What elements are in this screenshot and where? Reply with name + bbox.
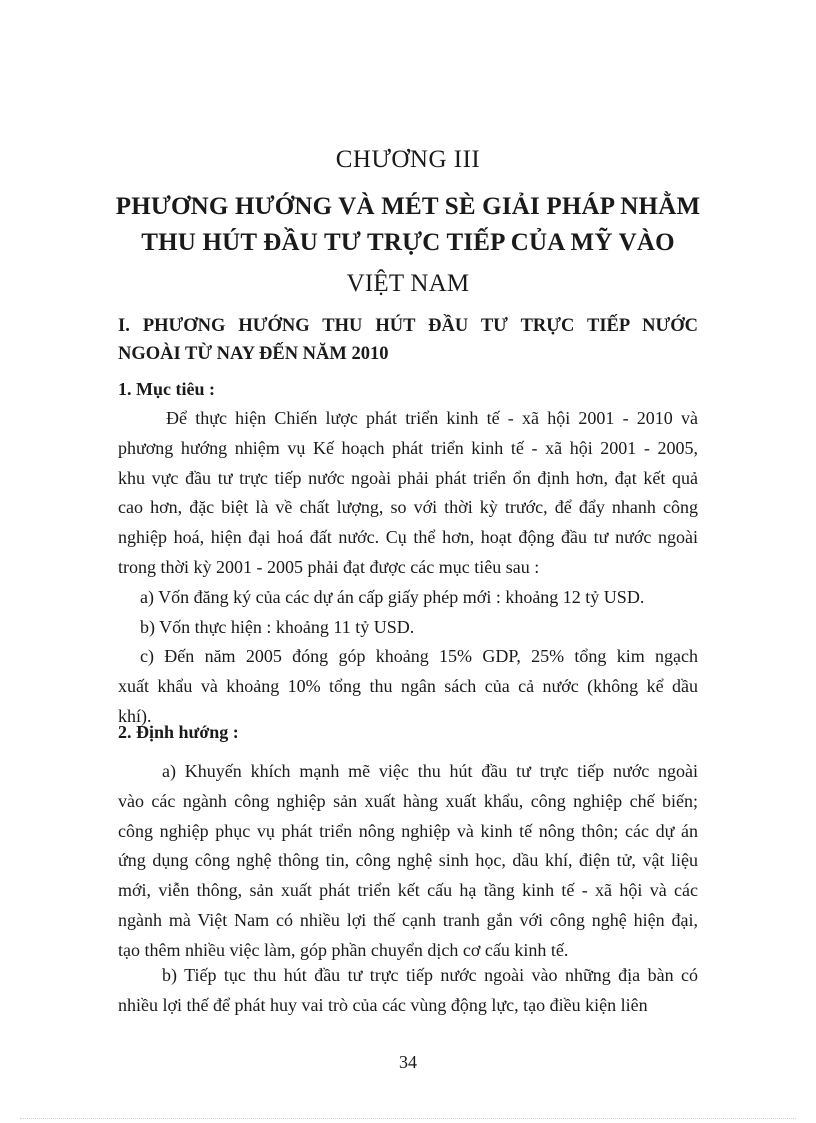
paragraph-line: mới, viễn thông, sản xuất phát triển kết cấu hạ tầng kinh tế - xã hội và các (118, 880, 698, 901)
paragraph-line: Để thực hiện Chiến lược phát triển kinh tế - xã hội 2001 - 2010 và (166, 408, 698, 428)
subsection-heading-goals: 1. Mục tiêu : (118, 379, 215, 399)
orientation-paragraph-a (118, 757, 698, 966)
orientation-paragraph-b (118, 961, 698, 1021)
paragraph-line: tạo thêm nhiều việc làm, góp phần chuyển dịch cơ cấu kinh tế. (118, 939, 569, 960)
chapter-title-line-2: THU HÚT ĐẦU TƯ TRỰC TIẾP CỦA MỸ VÀO (141, 229, 675, 256)
paragraph-line: trong thời kỳ 2001 - 2005 phải đạt được các mục tiêu sau : (118, 556, 540, 577)
paragraph-line: b) Tiếp tục thu hút đầu tư trực tiếp nước ngoài vào những địa bàn có (162, 965, 698, 985)
goal-item-a: a) Vốn đăng ký của các dự án cấp giấy phép mới : khoảng 12 tỷ USD. (140, 586, 645, 607)
subsection-heading-orientation: 2. Định hướng : (118, 722, 239, 742)
goal-item-c-line: khí). (118, 705, 152, 726)
paragraph-line: ứng dụng công nghệ thông tin, công nghệ sinh học, dầu khí, điện tử, vật liệu (118, 850, 698, 871)
chapter-title-line-3: VIỆT NAM (346, 270, 470, 297)
footer-divider (20, 1118, 796, 1119)
goal-item-b: b) Vốn thực hiện : khoảng 11 tỷ USD. (140, 616, 415, 637)
chapter-heading: CHƯƠNG III (335, 146, 481, 173)
goal-item-c-line: c) Đến năm 2005 đóng góp khoảng 15% GDP, 25% tổng kim ngạch (140, 646, 698, 667)
paragraph-line: nhiều lợi thế để phát huy vai trò của các vùng động lực, tạo điều kiện liên (118, 994, 648, 1015)
paragraph-line: phương hướng nhiệm vụ Kế hoạch phát triển kinh tế - xã hội 2001 - 2005, (118, 437, 698, 458)
paragraph-line: a) Khuyến khích mạnh mẽ việc thu hút đầu tư trực tiếp nước ngoài (162, 761, 698, 781)
paragraph-line: vào các ngành công nghiệp sản xuất hàng xuất khẩu, công nghiệp chế biến; (118, 790, 698, 811)
page-number: 34 (399, 1052, 417, 1072)
section-heading-line-1: I. PHƯƠNG HƯỚNG THU HÚT ĐẦU TƯ TRỰC TIẾP NƯỚC (118, 316, 698, 336)
goals-paragraph (118, 404, 698, 732)
paragraph-line: nghiệp hoá, hiện đại hoá đất nước. Cụ thể hơn, hoạt động đầu tư nước ngoài (118, 527, 698, 548)
section-heading-line-2: NGOÀI TỪ NAY ĐẾN NĂM 2010 (118, 344, 389, 364)
paragraph-line: ngành mà Việt Nam có nhiều lợi thế cạnh tranh gắn với công nghệ hiện đại, (118, 909, 698, 930)
chapter-title-line-1: PHƯƠNG HƯỚNG VÀ MÉT SÈ GIẢI PHÁP NHẰM (115, 193, 701, 220)
goal-item-c-line: xuất khẩu và khoảng 10% tổng thu ngân sách của cả nước (không kể dầu (118, 676, 698, 697)
paragraph-line: cao hơn, đặc biệt là về chất lượng, so với thời kỳ trước, để đẩy nhanh công (118, 497, 698, 518)
paragraph-line: công nghiệp phục vụ phát triển nông nghiệp và kinh tế nông thôn; các dự án (118, 820, 698, 841)
paragraph-line: khu vực đầu tư trực tiếp nước ngoài phải phát triển ổn định hơn, đạt kết quả (118, 467, 698, 488)
